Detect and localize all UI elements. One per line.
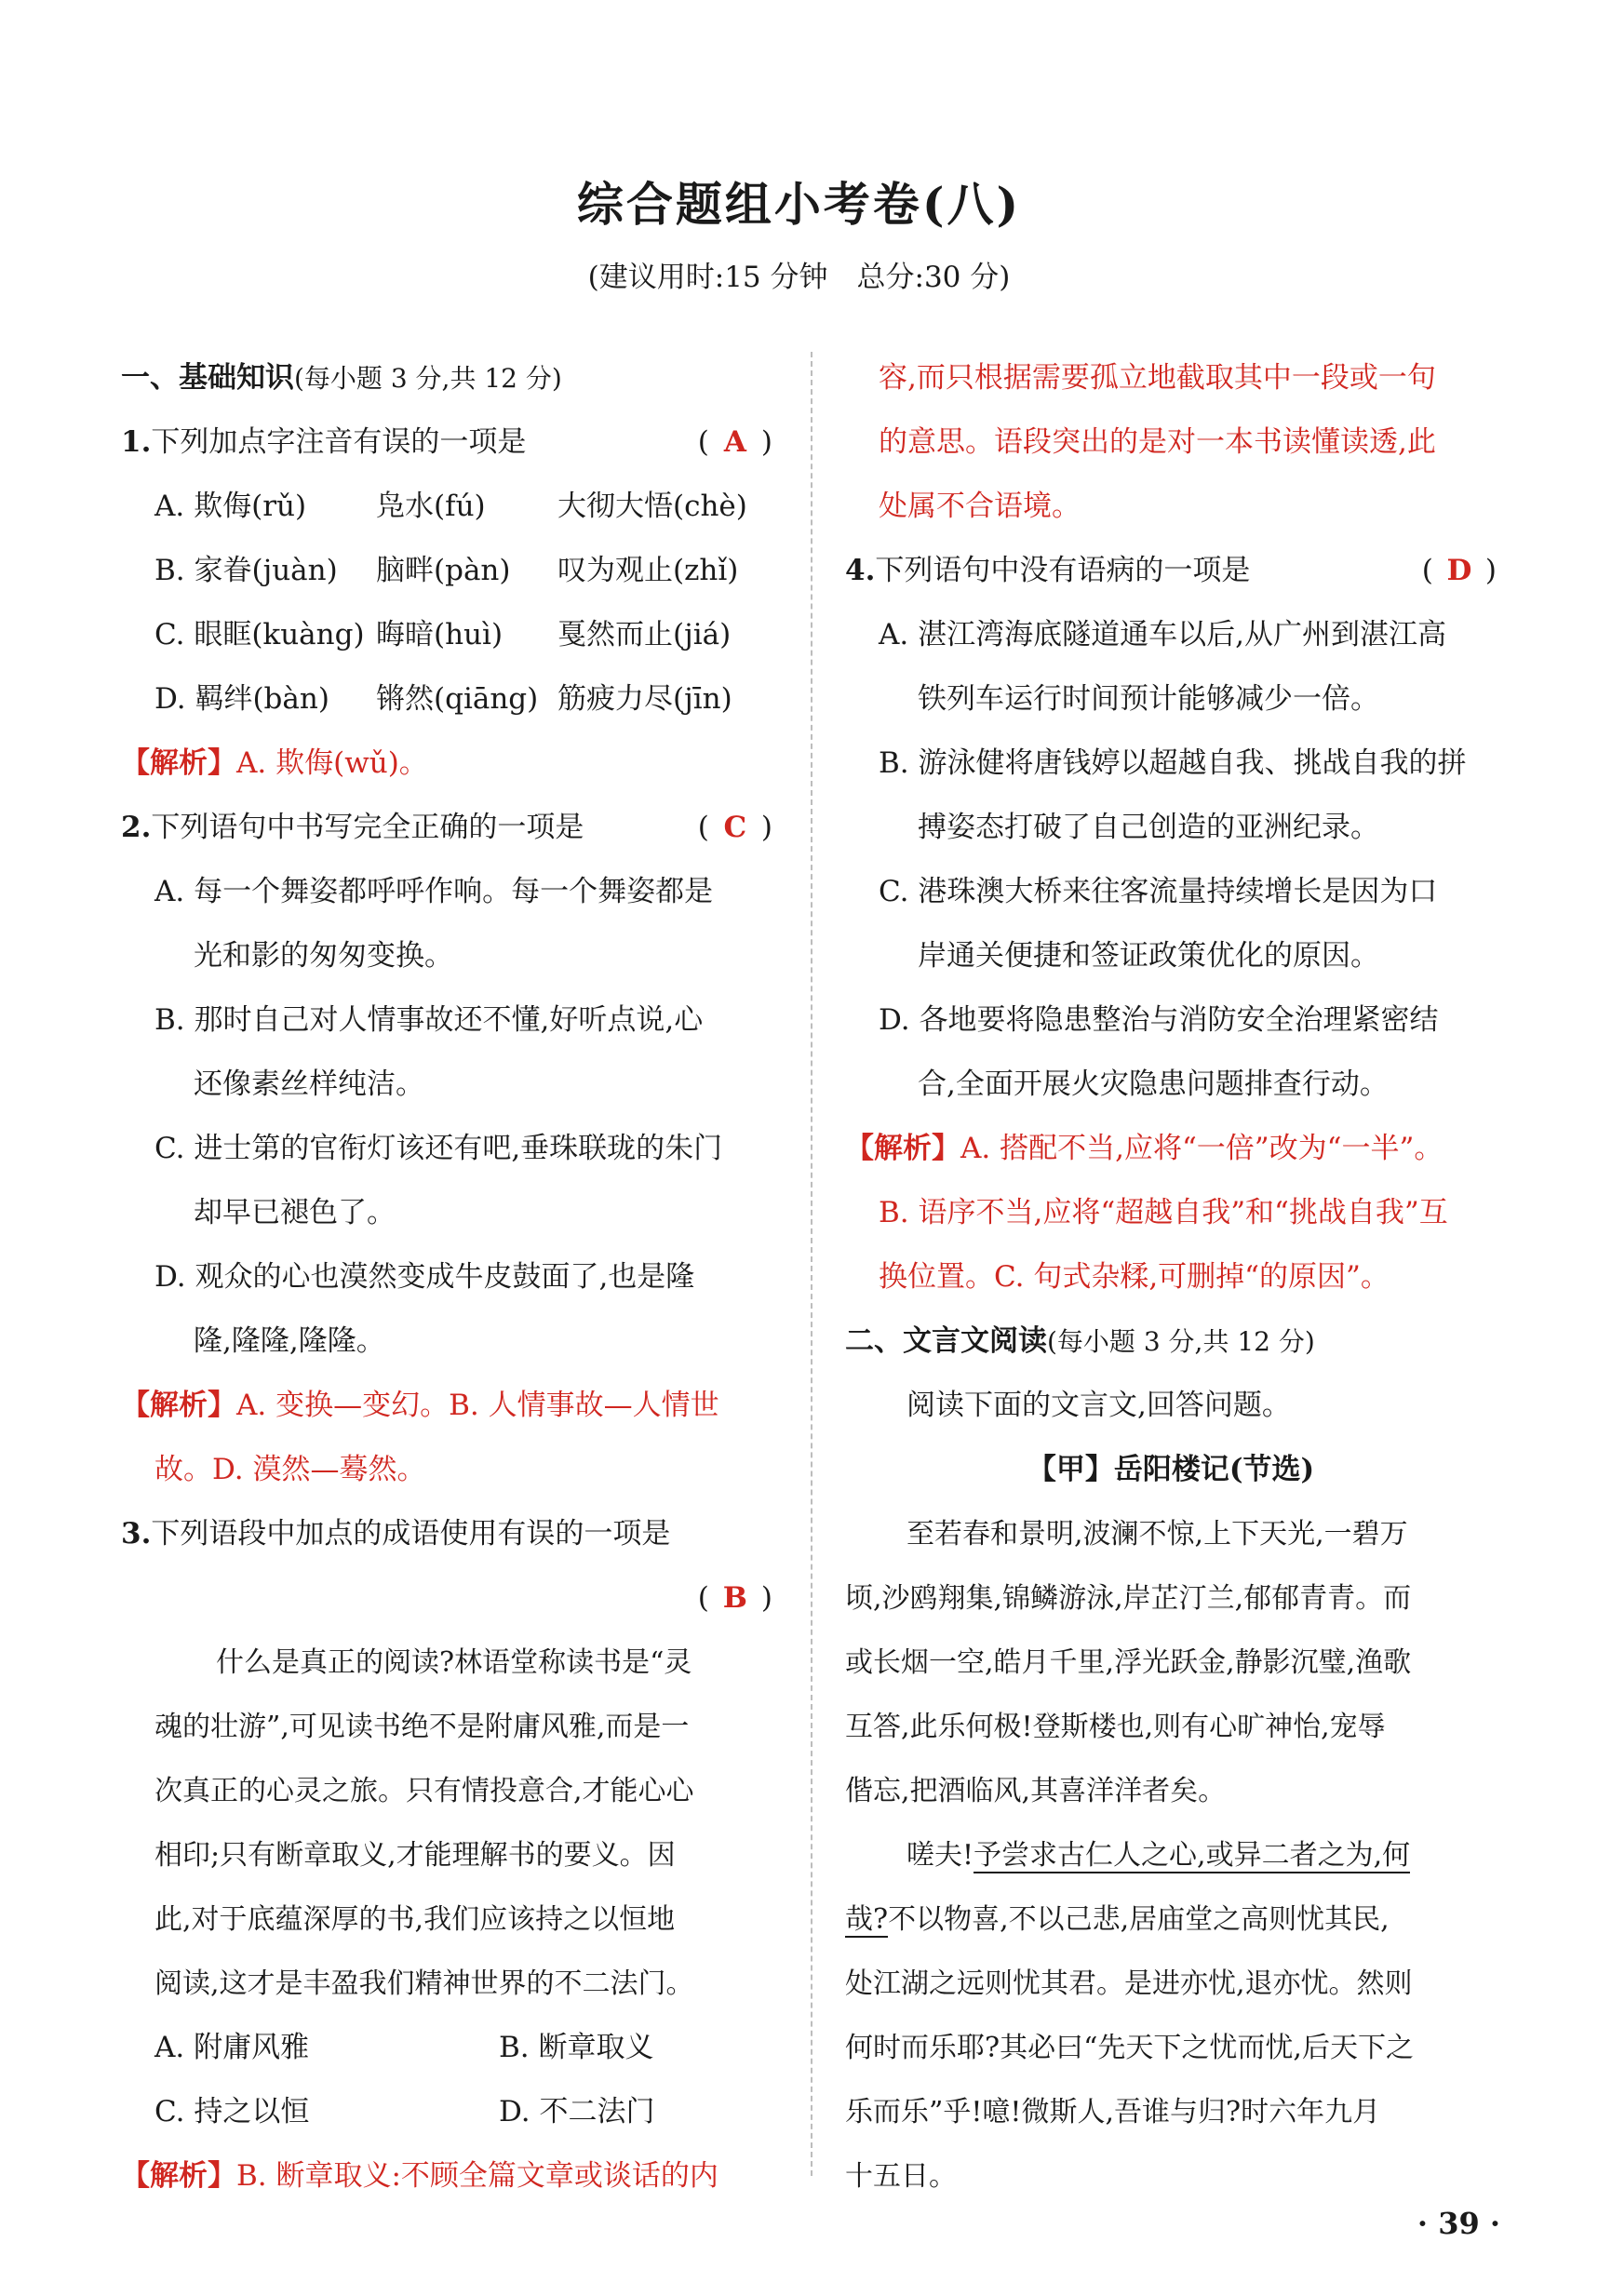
question-text: 下列语句中书写完全正确的一项是 (151, 811, 584, 844)
question-number: 2. (121, 811, 152, 844)
answer-box: ( B ) (698, 1566, 772, 1631)
option-cell: D. 不二法门 (499, 2095, 655, 2128)
section-note: (每小题 3 分,共 12 分) (294, 363, 562, 394)
q3-analysis (121, 2144, 772, 2209)
analysis-text: A. 搭配不当,应将“一倍”改为“一半”。 (960, 1132, 1444, 1165)
question-2-stem (121, 796, 772, 860)
question-3-answer-line (121, 1566, 772, 1631)
classical-text-line: 至若春和景明,波澜不惊,上下天光,一碧万 (906, 1518, 1408, 1551)
text-title: 【甲】岳阳楼记(节选) (1027, 1453, 1315, 1486)
classical-text-line (845, 1823, 1497, 1887)
analysis-tag: 【解析】 (121, 1389, 236, 1422)
analysis-tag: 【解析】 (121, 2159, 236, 2193)
q3-analysis-cont: 处属不合语境。 (879, 490, 1081, 523)
option-cell: D. 羁绊(bàn) (154, 682, 329, 716)
question-text: 下列加点字注音有误的一项是 (151, 425, 527, 459)
q3-option-row (121, 2080, 772, 2144)
q1-option-row (121, 667, 772, 732)
passage-line: 什么是真正的阅读?林语堂称读书是“灵 (216, 1646, 692, 1679)
option-cell: A. 附庸风雅 (154, 2031, 310, 2064)
option-cell: A. 欺侮(rǔ) (154, 490, 307, 523)
text-segment: 嗟夫! (906, 1839, 974, 1872)
classical-text-line: 处江湖之远则忧其君。是进亦忧,退亦忧。然则 (845, 1967, 1413, 2000)
answer-letter: C (723, 811, 747, 844)
q4-analysis-cont: 换位置。C. 句式杂糅,可删掉“的原因”。 (879, 1260, 1390, 1294)
analysis-tag: 【解析】 (121, 746, 236, 780)
underlined-sentence: 予尝求古仁人之心,或异二者之为,何 (974, 1839, 1411, 1872)
reading-intro: 阅读下面的文言文,回答问题。 (906, 1389, 1291, 1422)
question-text: 下列语段中加点的成语使用有误的一项是 (151, 1517, 671, 1551)
section-name: 二、文言文阅读 (845, 1324, 1047, 1358)
option-cell: 锵然(qiāng) (376, 682, 539, 716)
q3-option-row (121, 2016, 772, 2080)
q2-option-d-cont: 隆,隆隆,隆隆。 (194, 1324, 385, 1358)
classical-text-line: 顷,沙鸥翔集,锦鳞游泳,岸芷汀兰,郁郁青青。而 (845, 1582, 1412, 1615)
left-column (121, 346, 772, 2209)
q4-analysis (845, 1117, 1497, 1181)
classical-text-line (845, 1887, 1497, 1952)
option-cell: 脑畔(pàn) (376, 554, 511, 587)
section-name: 一、基础知识 (121, 361, 294, 395)
q4-option-a: A. 湛江湾海底隧道通车以后,从广州到湛江高 (879, 618, 1446, 651)
option-cell: B. 家眷(juàn) (154, 554, 338, 587)
q4-option-c: C. 港珠澳大桥来往客流量持续增长是因为口 (879, 875, 1438, 908)
section-heading (121, 346, 772, 410)
q4-analysis-cont: B. 语序不当,应将“超越自我”和“挑战自我”互 (879, 1196, 1448, 1229)
passage-line: 次真正的心灵之旅。只有情投意合,才能心心 (154, 1775, 694, 1807)
text-segment: 不以物喜,不以己悲,居庙堂之高则忧其民, (888, 1903, 1390, 1936)
q3-analysis-cont: 容,而只根据需要孤立地截取其中一段或一句 (879, 361, 1436, 395)
q2-option-a-cont: 光和影的匆匆变换。 (194, 939, 453, 973)
answer-box: ( A ) (698, 410, 772, 475)
page-subtitle: (建议用时:15 分钟 总分:30 分) (587, 261, 1011, 294)
q2-option-c-cont: 却早已褪色了。 (194, 1196, 396, 1229)
q2-option-a: A. 每一个舞姿都呼呼作响。每一个舞姿都是 (154, 875, 714, 908)
analysis-text: B. 断章取义:不顾全篇文章或谈话的内 (236, 2159, 718, 2193)
q2-option-c: C. 进士第的官衔灯该还有吧,垂珠联珑的朱门 (154, 1132, 723, 1165)
classical-text-line: 乐而乐”乎!噫!微斯人,吾谁与归?时六年九月 (845, 2096, 1381, 2128)
question-text: 下列语句中没有语病的一项是 (875, 554, 1251, 587)
classical-text-line: 偕忘,把酒临风,其喜洋洋者矣。 (845, 1775, 1227, 1807)
q4-option-c-cont: 岸通关便捷和签证政策优化的原因。 (918, 939, 1379, 973)
classical-text-line: 十五日。 (845, 2160, 957, 2193)
q1-option-row (121, 475, 772, 539)
column-divider (811, 352, 812, 2176)
option-cell: 筋疲力尽(jīn) (557, 682, 732, 716)
q4-option-d-cont: 合,全面开展火灾隐患问题排查行动。 (918, 1067, 1389, 1101)
classical-text-line: 何时而乐耶?其必曰“先天下之忧而忧,后天下之 (845, 2032, 1414, 2064)
passage-line: 阅读,这才是丰盈我们精神世界的不二法门。 (154, 1967, 694, 2000)
passage-line: 魂的壮游”,可见读书绝不是附庸风雅,而是一 (154, 1711, 690, 1743)
q2-option-b: B. 那时自己对人情事故还不懂,好听点说,心 (154, 1003, 704, 1037)
question-number: 3. (121, 1517, 152, 1551)
classical-text-line: 或长烟一空,皓月千里,浮光跃金,静影沉璧,渔歌 (845, 1646, 1412, 1679)
section-heading (845, 1309, 1497, 1374)
question-number: 1. (121, 425, 152, 459)
option-cell: 晦暗(huì) (376, 618, 504, 651)
answer-letter: D (1446, 554, 1472, 587)
classical-text-line: 互答,此乐何极!登斯楼也,则有心旷神怡,宠辱 (845, 1711, 1386, 1743)
analysis-tag: 【解析】 (845, 1132, 960, 1165)
option-cell: C. 持之以恒 (154, 2095, 310, 2128)
question-number: 4. (845, 554, 876, 587)
q2-analysis-cont: 故。D. 漠然—蓦然。 (154, 1453, 426, 1486)
analysis-text: A. 欺侮(wǔ)。 (236, 746, 428, 780)
passage-line: 此,对于底蕴深厚的书,我们应该持之以恒地 (154, 1903, 676, 1936)
right-column (845, 346, 1497, 2209)
underlined-sentence: 哉? (845, 1903, 889, 1936)
section-note: (每小题 3 分,共 12 分) (1047, 1326, 1315, 1357)
q4-option-a-cont: 铁列车运行时间预计能够减少一倍。 (918, 682, 1379, 716)
q2-analysis (121, 1374, 772, 1438)
q4-option-b: B. 游泳健将唐钱婷以超越自我、挑战自我的拼 (879, 746, 1467, 780)
passage-line: 相印;只有断章取义,才能理解书的要义。因 (154, 1839, 676, 1872)
q2-option-d: D. 观众的心也漠然变成牛皮鼓面了,也是隆 (154, 1260, 695, 1294)
option-cell: C. 眼眶(kuàng) (154, 618, 365, 651)
question-4-stem (845, 539, 1497, 603)
q1-analysis (121, 732, 772, 796)
q3-analysis-cont: 的意思。语段突出的是对一本书读懂读透,此 (879, 425, 1436, 459)
q1-option-row (121, 539, 772, 603)
page-title: 综合题组小考卷(八) (576, 177, 1022, 232)
q1-option-row (121, 603, 772, 667)
option-cell: 凫水(fú) (376, 490, 486, 523)
page-number: · 39 · (1417, 2206, 1500, 2241)
analysis-text: A. 变换—变幻。B. 人情事故—人情世 (236, 1389, 719, 1422)
answer-box: ( C ) (698, 796, 772, 860)
q4-option-b-cont: 搏姿态打破了自己创造的亚洲纪录。 (918, 811, 1379, 844)
option-cell: 戛然而止(jiá) (557, 618, 732, 651)
answer-letter: B (722, 1581, 747, 1615)
answer-box: ( D ) (1422, 539, 1497, 603)
answer-letter: A (723, 425, 746, 459)
q2-option-b-cont: 还像素丝样纯洁。 (194, 1067, 424, 1101)
question-1-stem (121, 410, 772, 475)
q4-option-d: D. 各地要将隐患整治与消防安全治理紧密结 (879, 1003, 1439, 1037)
question-3-stem (121, 1502, 772, 1566)
option-cell: B. 断章取义 (499, 2031, 654, 2064)
option-cell: 叹为观止(zhǐ) (557, 554, 739, 587)
option-cell: 大彻大悟(chè) (557, 490, 747, 523)
